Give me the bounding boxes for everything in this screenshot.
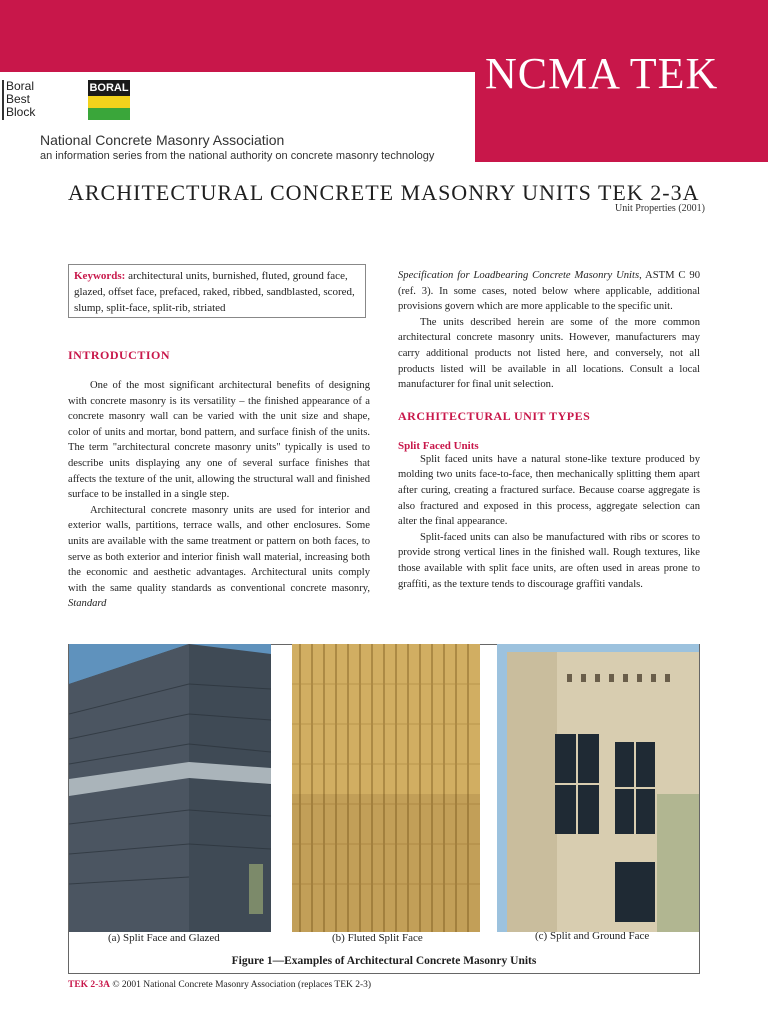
- figure-title: Figure 1—Examples of Architectural Concrete Masonry Units: [231, 955, 537, 967]
- block-word: Block: [6, 105, 36, 119]
- keywords-box: [68, 264, 366, 318]
- boral-word: Boral: [6, 79, 35, 93]
- caption-b: (b) Fluted Split Face: [332, 932, 423, 944]
- document-subtitle: Unit Properties (2001): [615, 203, 705, 214]
- footer: [68, 980, 371, 990]
- brand-title: NCMA TEK: [485, 49, 719, 98]
- intro-body: [68, 378, 370, 612]
- best-word: Best: [6, 92, 31, 106]
- boral-logo-text: BORAL: [89, 82, 129, 94]
- keywords-text: architectural units, burnished, fluted, ground face, glazed, offset face, prefaced, raked, ribbed, sandblasted, scored, slump, split-face, split-rib, striated: [74, 270, 355, 314]
- split-faced-paragraph-2: Split-faced units can also be manufactured with ribs or scores to provide strong vertical lines in the finished wall. Rough textures, like those available with split face units, are often used in areas prone to graffiti, as the texture tends to discourage graffiti vandals.: [398, 531, 700, 590]
- footer-copyright: © 2001 National Concrete Masonry Association (replaces TEK 2-3): [112, 980, 372, 990]
- photo-split-ground-face: [497, 644, 699, 932]
- spec-rest: , ASTM C 90 (ref. 3). In some cases, noted below where applicable, additional provisions govern which are more applicable to the specific unit.: [398, 270, 700, 313]
- spec-paragraph: [398, 268, 700, 315]
- keywords-label: Keywords:: [74, 270, 126, 282]
- intro-paragraph-2-text: Architectural concrete masonry units are used for interior and exterior walls, partitions, terrace walls, and other enclosures. Some units are available with the same treatment or pattern on both faces, to serve as both exterior and interior finish wall material, increasing both the economic and aesthetic advantages. Architectural units comply with the same quality standards as conventional concrete masonry,: [68, 504, 370, 594]
- photo-split-face-glazed: [69, 644, 271, 932]
- photo-fluted-split-face: [292, 644, 480, 932]
- right-column: [398, 268, 700, 592]
- association-name: National Concrete Masonry Association: [40, 132, 285, 148]
- unit-types-heading: ARCHITECTURAL UNIT TYPES: [398, 408, 591, 423]
- intro-paragraph-2-italic: Standard: [68, 598, 107, 610]
- split-faced-paragraph-1: Split faced units have a natural stone-like texture produced by molding two units face-to-face, then mechanically splitting them apart after curing, creating a fractured surface. Because coarse aggregate is also fractured and exposed in this process, aggregate selection can alter the final appearance.: [398, 453, 700, 528]
- document-title: ARCHITECTURAL CONCRETE MASONRY UNITS TEK 2-3A: [68, 180, 700, 205]
- boral-logo: [88, 80, 130, 120]
- tagline: an information series from the national authority on concrete masonry technology: [40, 150, 435, 162]
- spec-title: Specification for Loadbearing Concrete Masonry Units: [398, 270, 640, 281]
- split-faced-heading: Split Faced Units: [398, 439, 479, 452]
- caption-c: (c) Split and Ground Face: [535, 930, 650, 942]
- units-paragraph: The units described herein are some of the more common architectural concrete masonry units. However, manufacturers may carry additional products not listed here, and conversely, not all products listed will be available in all locations. Consult a local manufacturer for final unit selection.: [398, 316, 700, 391]
- intro-paragraph-2: [68, 503, 370, 612]
- caption-a: (a) Split Face and Glazed: [108, 932, 220, 944]
- intro-heading: INTRODUCTION: [68, 348, 171, 362]
- boral-best-block: [6, 80, 35, 119]
- intro-paragraph-1: One of the most significant architectural benefits of designing with concrete masonry is its versatility – the finished appearance of a concrete masonry wall can be varied with the unit size and shape, color of units and mortar, bond pattern, and surface finish of the units. The term "architectural concrete masonry units" typically is used to describe units displaying any one of several surface finishes that affects the texture of the unit, allowing the structural wall and finished surface to be installed in a single step.: [68, 380, 370, 501]
- boral-divider: [2, 80, 4, 120]
- footer-tek: TEK 2-3A: [68, 980, 110, 990]
